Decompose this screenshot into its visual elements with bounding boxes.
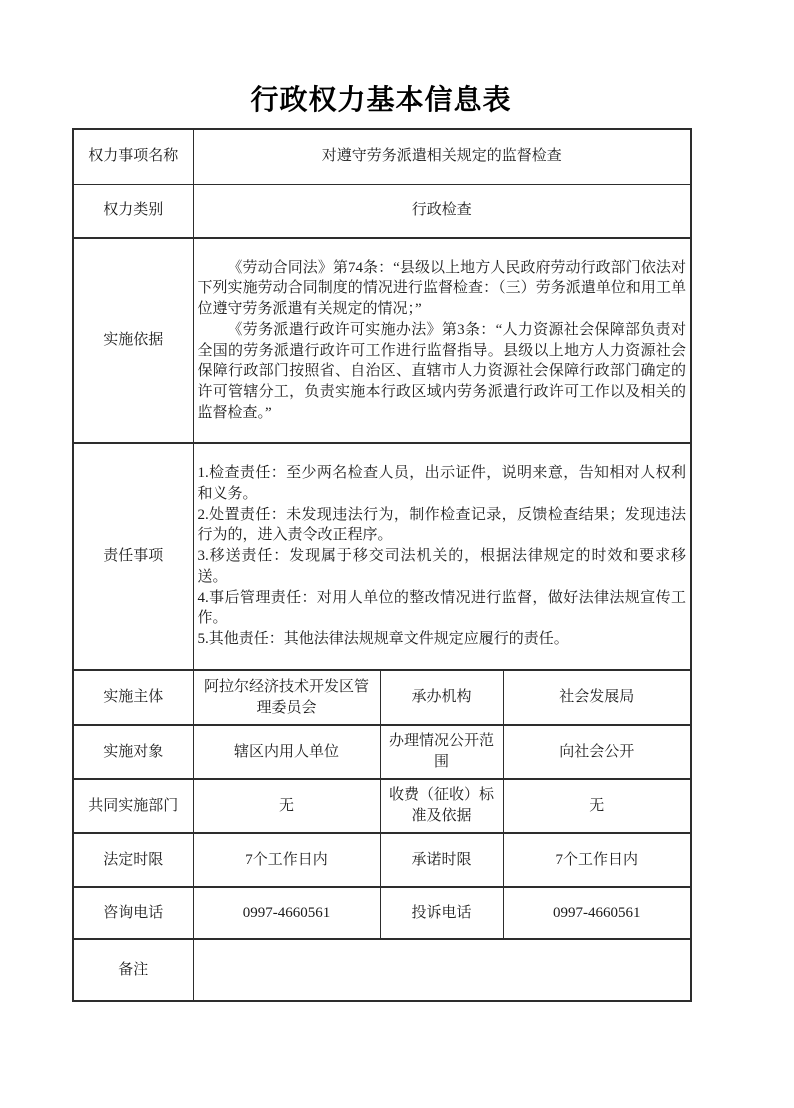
power-item-name-value: 对遵守劳务派遣相关规定的监督检查 (193, 129, 691, 184)
basis-paragraph: 《劳务派遣行政许可实施办法》第3条：“人力资源社会保障部负责对全国的劳务派遣行政许可工作进行监督指导。县级以上地方人力资源社会保障行政部门按照省、自治区、直辖市人力资源社会保障行政部门确定的许可管辖分工，负责实施本行政区域内劳务派遣行政许可工作以及相关的监督检查。” (197, 321, 686, 421)
disclosure-scope-label: 办理情况公开范围 (380, 725, 503, 779)
statutory-time-limit-value: 7个工作日内 (193, 833, 380, 887)
row-power-item-name (73, 129, 691, 184)
responsibility-items-value (193, 443, 691, 670)
responsibility-item: 1.检查责任：至少两名检查人员，出示证件，说明来意，告知相对人权利和义务。 (197, 465, 686, 503)
promised-time-limit-value: 7个工作日内 (503, 833, 691, 887)
promised-time-limit-label: 承诺时限 (380, 833, 503, 887)
power-item-name-label: 权力事项名称 (73, 129, 193, 184)
row-remark (73, 939, 691, 1001)
row-statutory-time-limit (73, 833, 691, 887)
page-title: 行政权力基本信息表 (250, 84, 512, 115)
remark-label: 备注 (73, 939, 193, 1001)
undertaking-agency-value: 社会发展局 (503, 670, 691, 725)
row-implementation-basis (73, 238, 691, 443)
row-responsibility-items (73, 443, 691, 670)
remark-value (193, 939, 691, 1001)
implementing-body-label: 实施主体 (73, 670, 193, 725)
info-table (72, 128, 692, 1002)
responsibility-items-label: 责任事项 (73, 443, 193, 670)
row-implementing-body (73, 670, 691, 725)
implementation-basis-value (193, 238, 691, 443)
implementation-basis-label: 实施依据 (73, 238, 193, 443)
joint-departments-label: 共同实施部门 (73, 779, 193, 833)
responsibility-item: 3.移送责任：发现属于移交司法机关的，根据法律规定的时效和要求移送。 (197, 548, 686, 585)
responsibility-item: 5.其他责任：其他法律法规规章文件规定应履行的责任。 (197, 630, 569, 647)
consultation-phone-value: 0997-4660561 (193, 887, 380, 939)
basis-paragraph: 《劳动合同法》第74条：“县级以上地方人民政府劳动行政部门依法对下列实施劳动合同制度的情况进行监督检查：（三）劳务派遣单位和用工单位遵守劳务派遣有关规定的情况；” (197, 259, 686, 318)
power-category-value: 行政检查 (193, 184, 691, 238)
implementation-target-label: 实施对象 (73, 725, 193, 779)
fee-standard-label: 收费（征收）标准及依据 (380, 779, 503, 833)
power-category-label: 权力类别 (73, 184, 193, 238)
row-joint-departments (73, 779, 691, 833)
row-consultation-phone (73, 887, 691, 939)
complaint-phone-label: 投诉电话 (380, 887, 503, 939)
joint-departments-value: 无 (193, 779, 380, 833)
consultation-phone-label: 咨询电话 (73, 887, 193, 939)
responsibility-item: 4.事后管理责任：对用人单位的整改情况进行监督，做好法律法规宣传工作。 (197, 589, 686, 627)
statutory-time-limit-label: 法定时限 (73, 833, 193, 887)
complaint-phone-value: 0997-4660561 (503, 887, 691, 939)
row-implementation-target (73, 725, 691, 779)
row-power-category (73, 184, 691, 238)
implementing-body-value: 阿拉尔经济技术开发区管理委员会 (193, 670, 380, 725)
implementation-target-value: 辖区内用人单位 (193, 725, 380, 779)
undertaking-agency-label: 承办机构 (380, 670, 503, 725)
fee-standard-value: 无 (503, 779, 691, 833)
responsibility-item: 2.处置责任：未发现违法行为，制作检查记录，反馈检查结果；发现违法行为的，进入责令改正程序。 (197, 506, 686, 544)
disclosure-scope-value: 向社会公开 (503, 725, 691, 779)
